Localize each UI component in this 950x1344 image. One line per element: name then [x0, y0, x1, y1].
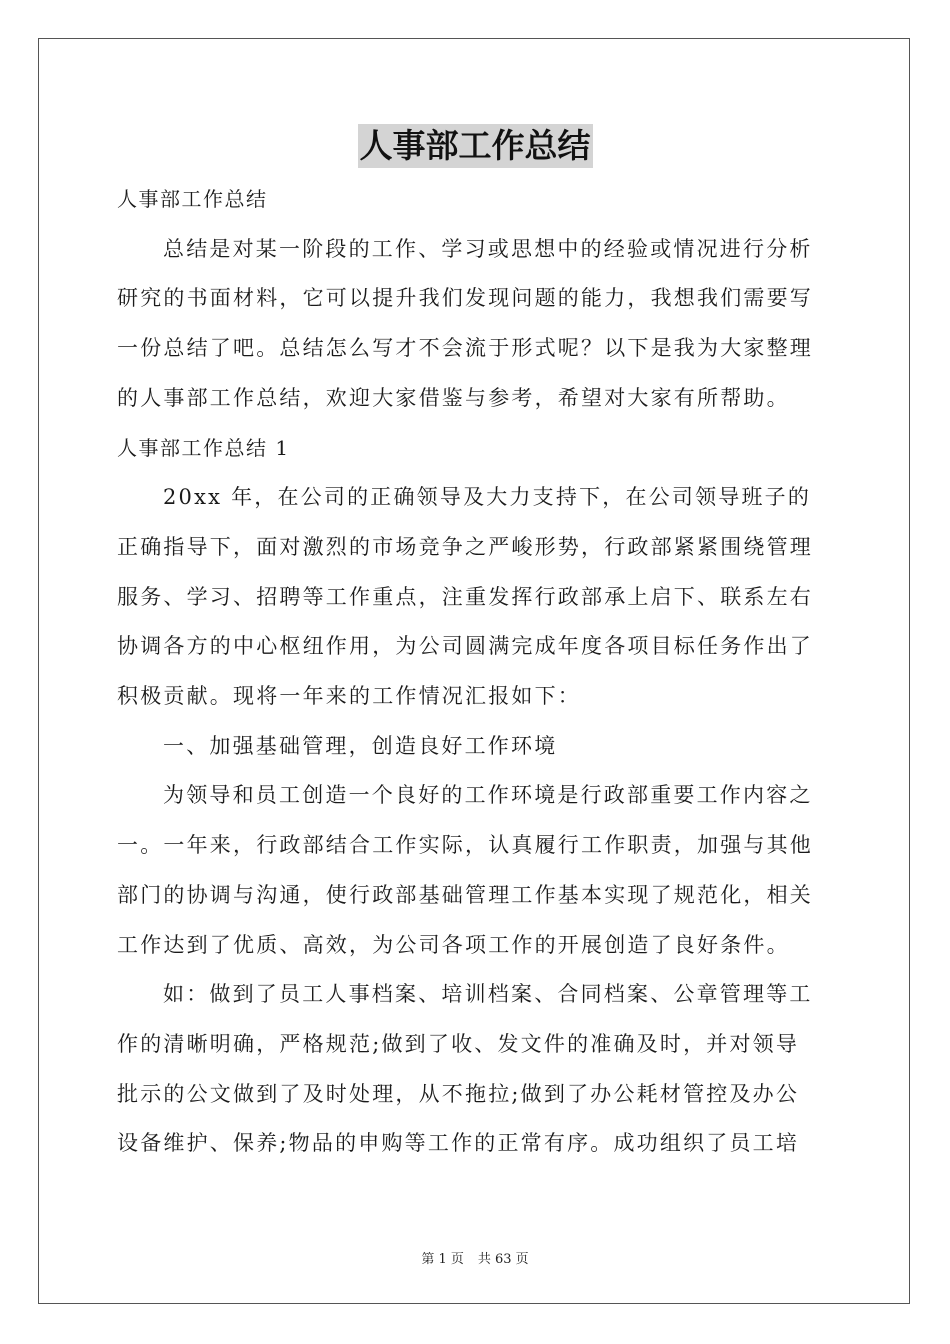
- body-text-line: 20xx 年，在公司的正确领导及大力支持下，在公司领导班子的: [163, 485, 812, 510]
- body-text-line: 一。一年来，行政部结合工作实际，认真履行工作职责，加强与其他: [117, 833, 813, 858]
- title-container: [0, 124, 950, 168]
- body-text-line: 如：做到了员工人事档案、培训档案、合同档案、公章管理等工: [163, 982, 813, 1007]
- body-text-line: 服务、学习、招聘等工作重点，注重发挥行政部承上启下、联系左右: [117, 584, 813, 609]
- document-body: [117, 175, 833, 1169]
- body-text-line: 研究的书面材料，它可以提升我们发现问题的能力，我想我们需要写: [117, 286, 813, 311]
- body-text-line: 协调各方的中心枢纽作用，为公司圆满完成年度各项目标任务作出了: [117, 634, 813, 659]
- section-heading: 人事部工作总结 1: [117, 435, 290, 460]
- body-text-line: 正确指导下，面对激烈的市场竞争之严峻形势，行政部紧紧围绕管理: [117, 534, 813, 559]
- body-text-line: 工作达到了优质、高效，为公司各项工作的开展创造了良好条件。: [117, 932, 790, 957]
- body-text-line: 一份总结了吧。总结怎么写才不会流于形式呢？以下是我为大家整理: [117, 336, 813, 361]
- body-text-line: 一、加强基础管理，创造良好工作环境: [163, 733, 558, 758]
- body-text-line: 的人事部工作总结，欢迎大家借鉴与参考，希望对大家有所帮助。: [117, 385, 790, 410]
- body-text-line: 总结是对某一阶段的工作、学习或思想中的经验或情况进行分析: [163, 236, 813, 261]
- body-text-line: 作的清晰明确，严格规范;做到了收、发文件的准确及时，并对领导: [117, 1031, 800, 1056]
- body-text-line: 设备维护、保养;物品的申购等工作的正常有序。成功组织了员工培: [117, 1131, 800, 1156]
- body-text-line: 批示的公文做到了及时处理，从不拖拉;做到了办公耗材管控及办公: [117, 1081, 800, 1106]
- section-heading: 人事部工作总结: [117, 187, 268, 211]
- page-footer: [0, 1248, 950, 1267]
- body-text-line: 部门的协调与沟通，使行政部基础管理工作基本实现了规范化，相关: [117, 882, 813, 907]
- document-title: 人事部工作总结: [358, 124, 593, 168]
- page-total: 共 63 页: [477, 1252, 529, 1267]
- body-text-line: 积极贡献。现将一年来的工作情况汇报如下：: [117, 684, 581, 709]
- body-text-line: 为领导和员工创造一个良好的工作环境是行政部重要工作内容之: [163, 783, 813, 808]
- page-number: 第 1 页: [421, 1252, 464, 1267]
